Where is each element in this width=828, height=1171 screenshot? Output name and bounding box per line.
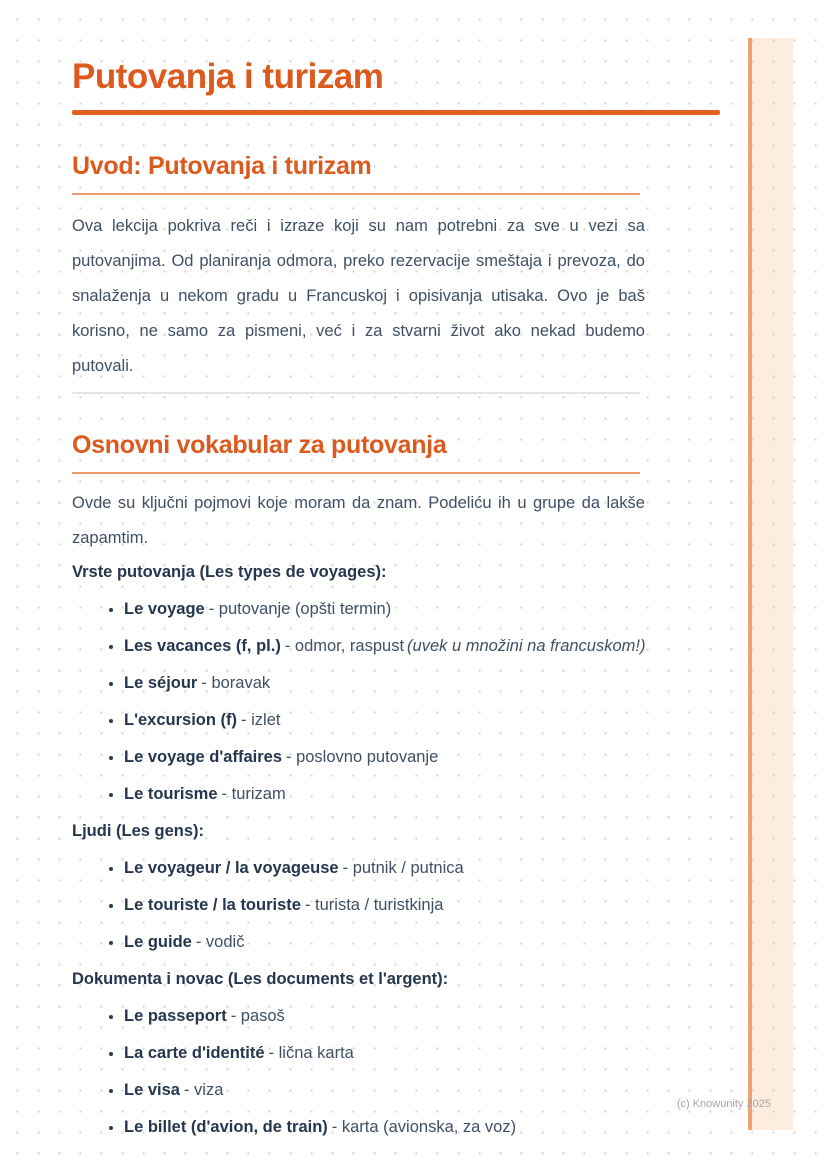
term: Le tourisme bbox=[124, 785, 218, 803]
section-vocabulary bbox=[72, 430, 720, 1138]
term: Le voyageur / la voyageuse bbox=[124, 859, 339, 877]
list-item bbox=[124, 895, 720, 916]
list-item bbox=[124, 599, 720, 620]
definition: - karta (avionska, za voz) bbox=[331, 1118, 517, 1136]
page-accent-stripe bbox=[748, 38, 793, 1130]
section-intro bbox=[72, 151, 720, 394]
list-item bbox=[124, 1006, 720, 1027]
definition: - turizam bbox=[221, 785, 286, 803]
list-item bbox=[124, 636, 720, 657]
list-item bbox=[124, 1117, 720, 1138]
definition: - turista / turistkinja bbox=[304, 896, 444, 914]
group-label-types: Vrste putovanja (Les types de voyages): bbox=[72, 563, 387, 581]
term: Le guide bbox=[124, 933, 192, 951]
list-item bbox=[124, 858, 720, 879]
title-rule bbox=[72, 110, 720, 115]
page-title: Putovanja i turizam bbox=[72, 57, 384, 96]
vocab-paragraph: Ovde su ključni pojmovi koje moram da znam. Podeliću ih u grupe da lakše zapamtim. bbox=[72, 494, 645, 547]
definition: - vodič bbox=[195, 933, 245, 951]
section-divider bbox=[72, 392, 640, 394]
list-item bbox=[124, 932, 720, 953]
definition: - poslovno putovanje bbox=[286, 748, 439, 766]
vocab-list-people bbox=[72, 858, 720, 953]
definition: - odmor, raspust bbox=[284, 637, 405, 655]
definition: - putovanje (opšti termin) bbox=[208, 600, 392, 618]
vocab-heading: Osnovni vokabular za putovanja bbox=[72, 431, 447, 459]
intro-heading-rule bbox=[72, 193, 640, 195]
definition: - pasoš bbox=[230, 1007, 285, 1025]
term: Le séjour bbox=[124, 674, 198, 692]
term: L'excursion (f) bbox=[124, 711, 238, 729]
list-item bbox=[124, 747, 720, 768]
vocab-list-types bbox=[72, 599, 720, 805]
definition-note: (uvek u množini na francuskom!) bbox=[407, 637, 646, 655]
group-label-people: Ljudi (Les gens): bbox=[72, 822, 204, 840]
term: Le passeport bbox=[124, 1007, 227, 1025]
term: Le voyage d'affaires bbox=[124, 748, 282, 766]
term: La carte d'identité bbox=[124, 1044, 265, 1062]
list-item bbox=[124, 710, 720, 731]
definition: - viza bbox=[183, 1081, 224, 1099]
term: Les vacances (f, pl.) bbox=[124, 637, 281, 655]
list-item bbox=[124, 673, 720, 694]
term: Le voyage bbox=[124, 600, 205, 618]
term: Le visa bbox=[124, 1081, 180, 1099]
definition: - izlet bbox=[241, 711, 281, 729]
intro-paragraph: Ova lekcija pokriva reči i izraze koji su nam potrebni za sve u vezi sa putovanjima. Od planiranja odmora, preko rezervacije smeštaja i prevoza, do snalaženja u nekom gradu u Francuskoj i opisivanja utisaka. Ovo je baš korisno, ne samo za pismeni, već i za stvarni život ako nekad budemo putovali. bbox=[72, 217, 645, 375]
definition: - putnik / putnica bbox=[342, 859, 464, 877]
list-item bbox=[124, 784, 720, 805]
vocab-heading-rule bbox=[72, 472, 640, 474]
copyright-footer: (c) Knowunity 2025 bbox=[676, 1098, 771, 1110]
term: Le billet (d'avion, de train) bbox=[124, 1118, 328, 1136]
group-label-documents: Dokumenta i novac (Les documents et l'argent): bbox=[72, 970, 449, 988]
definition: - boravak bbox=[201, 674, 271, 692]
list-item bbox=[124, 1080, 720, 1101]
list-item bbox=[124, 1043, 720, 1064]
intro-heading: Uvod: Putovanja i turizam bbox=[72, 152, 372, 180]
vocab-list-documents bbox=[72, 1006, 720, 1138]
term: Le touriste / la touriste bbox=[124, 896, 301, 914]
definition: - lična karta bbox=[268, 1044, 354, 1062]
